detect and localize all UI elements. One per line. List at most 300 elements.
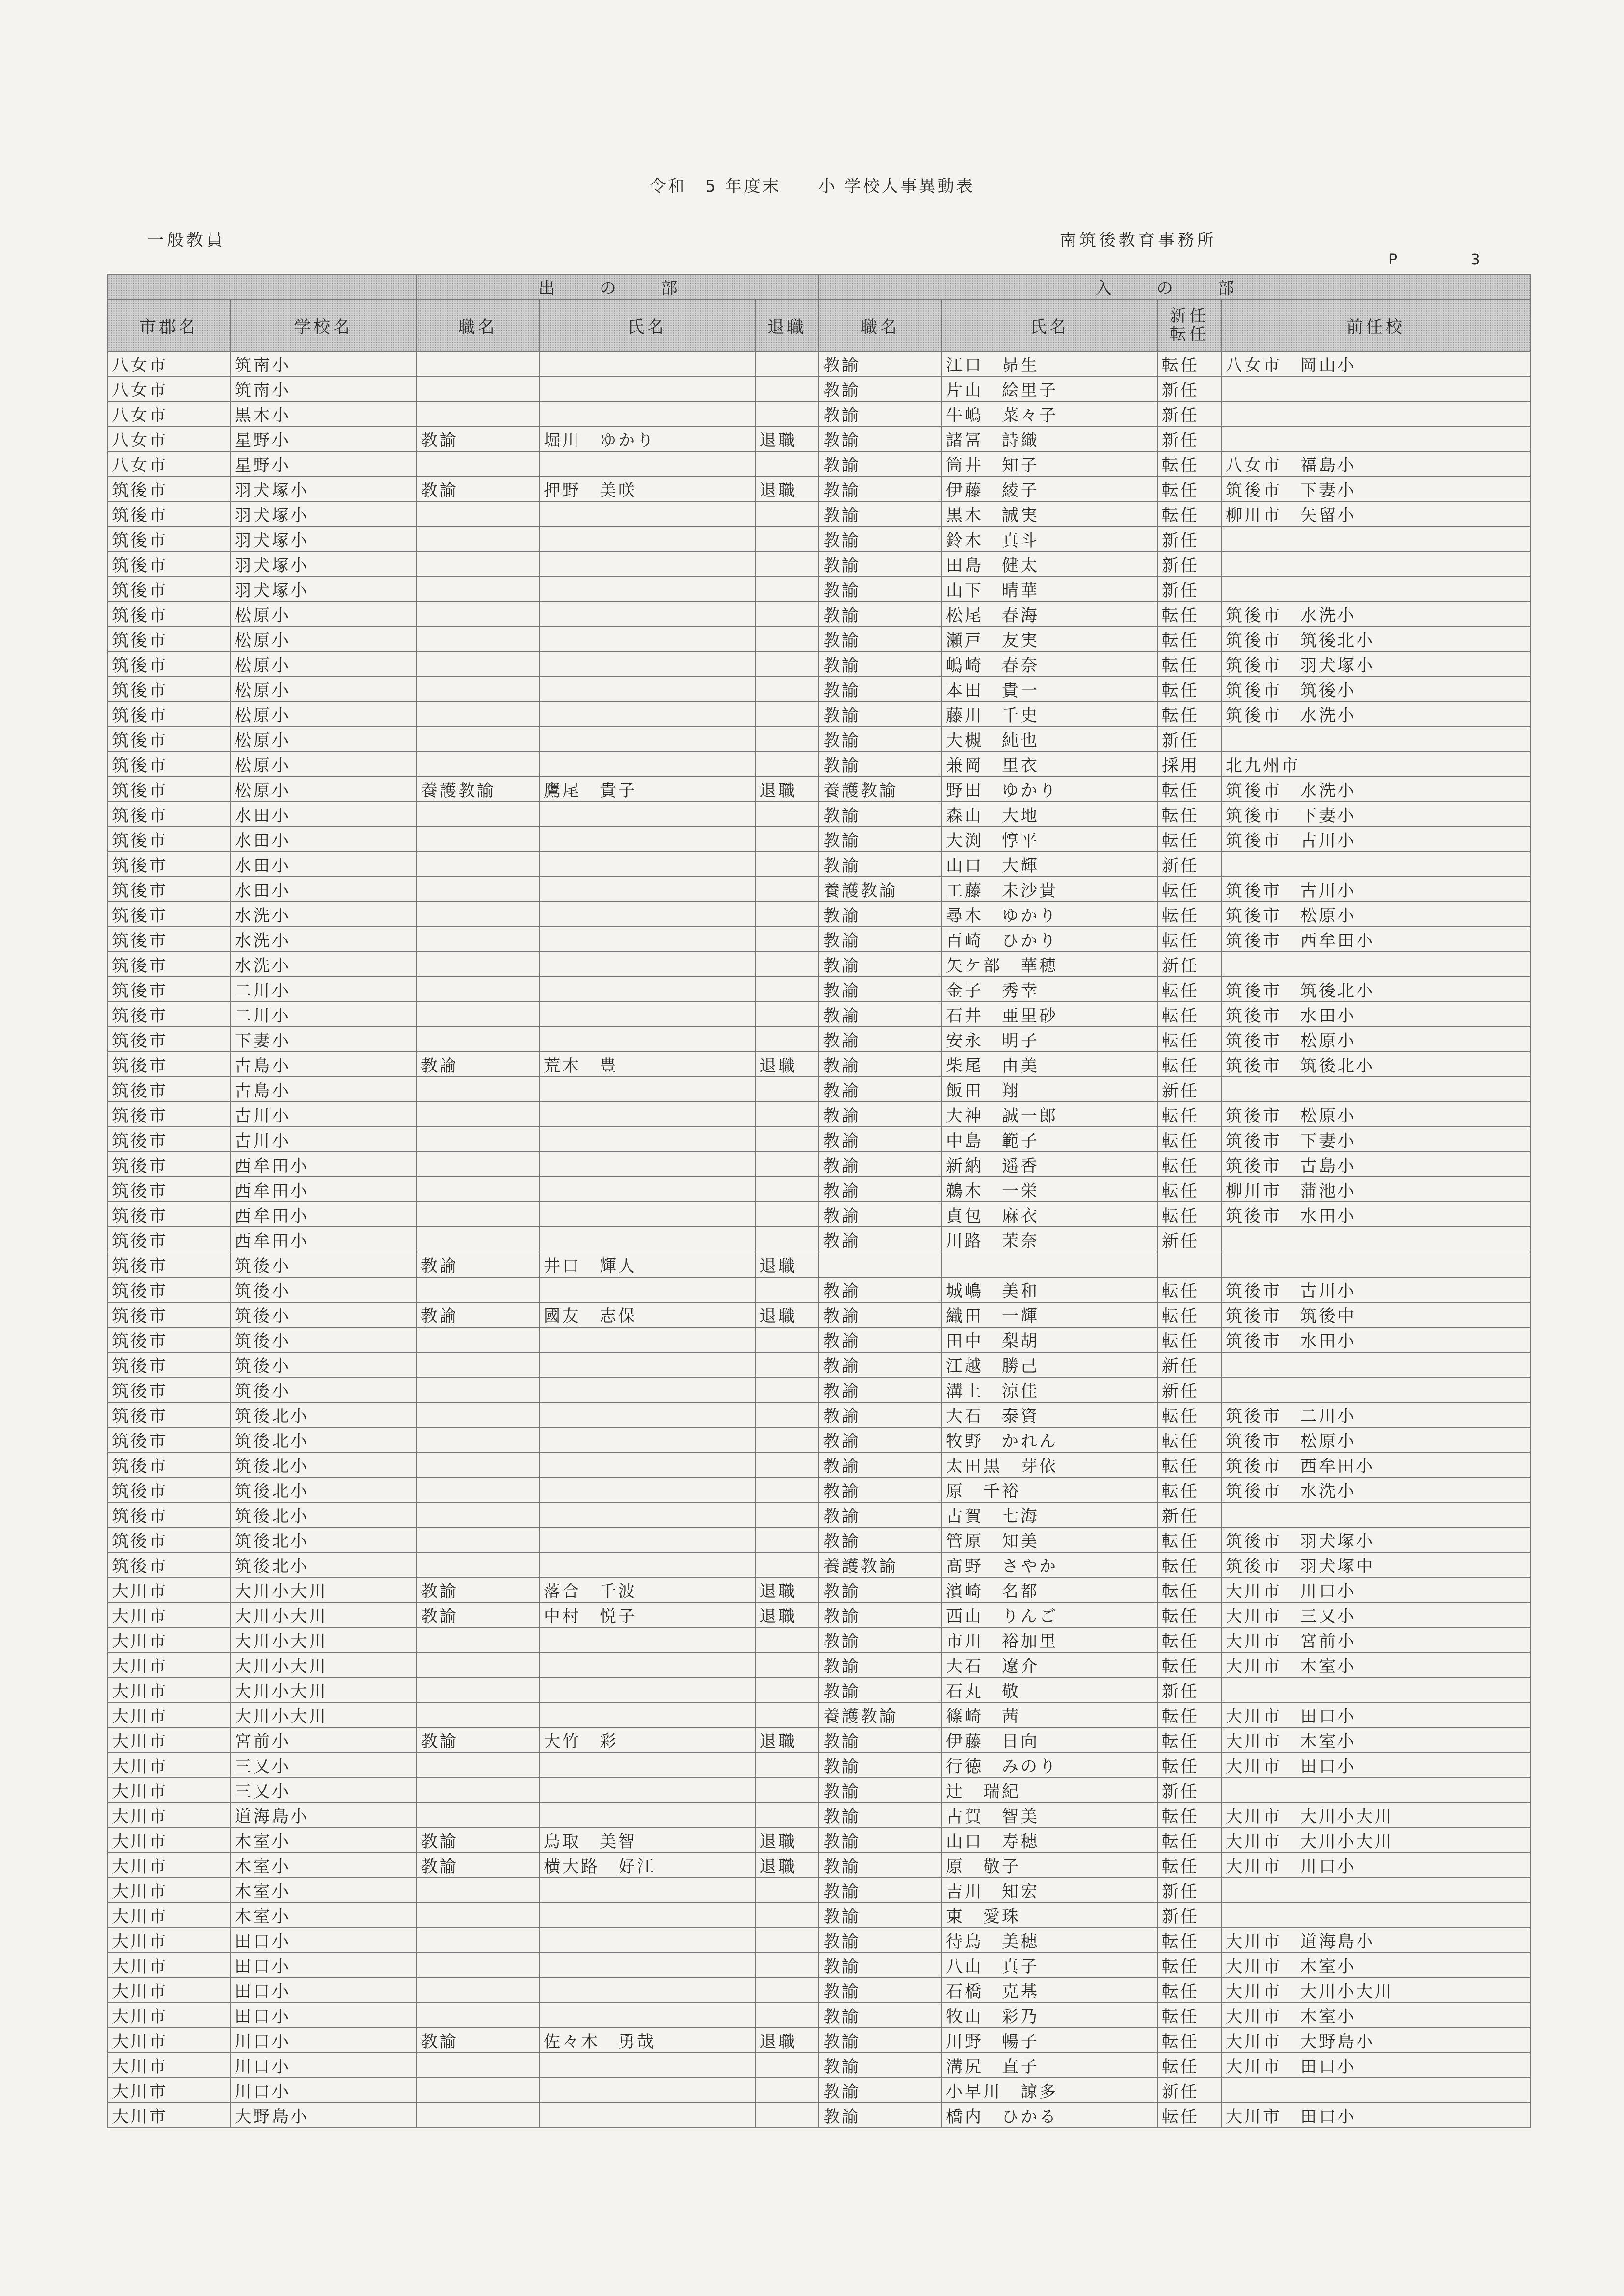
cell-prev-school bbox=[1221, 551, 1530, 576]
cell-school: 西牟田小 bbox=[230, 1202, 417, 1227]
cell-in-name: 大渕 惇平 bbox=[942, 827, 1157, 852]
cell-in-post: 教諭 bbox=[819, 1052, 942, 1077]
cell-retire: 退職 bbox=[755, 1052, 819, 1077]
cell-in-name: 原 千裕 bbox=[942, 1477, 1157, 1502]
col-out-post: 職名 bbox=[417, 299, 539, 351]
cell-out-post: 教諭 bbox=[417, 1577, 539, 1602]
cell-prev-school: 筑後市 水洗小 bbox=[1221, 777, 1530, 802]
cell-prev-school: 大川市 大野島小 bbox=[1221, 2028, 1530, 2053]
cell-out-post bbox=[417, 1802, 539, 1827]
cell-prev-school: 筑後市 西牟田小 bbox=[1221, 1452, 1530, 1477]
cell-out-name bbox=[539, 702, 755, 727]
cell-out-name: 落合 千波 bbox=[539, 1577, 755, 1602]
cell-out-name bbox=[539, 1127, 755, 1152]
cell-prev-school bbox=[1221, 426, 1530, 451]
cell-city: 大川市 bbox=[107, 1928, 230, 1953]
cell-out-post bbox=[417, 1227, 539, 1252]
cell-retire: 退職 bbox=[755, 1827, 819, 1852]
cell-status: 転任 bbox=[1157, 802, 1221, 827]
cell-in-post: 教諭 bbox=[819, 451, 942, 476]
cell-school: 松原小 bbox=[230, 727, 417, 752]
cell-city: 筑後市 bbox=[107, 1527, 230, 1552]
cell-city: 筑後市 bbox=[107, 1302, 230, 1327]
cell-in-name: 本田 貴一 bbox=[942, 677, 1157, 702]
cell-out-name bbox=[539, 1978, 755, 2003]
cell-retire bbox=[755, 1978, 819, 2003]
cell-city: 八女市 bbox=[107, 401, 230, 426]
table-row bbox=[107, 501, 1530, 526]
cell-in-post: 教諭 bbox=[819, 1302, 942, 1327]
cell-in-name: 管原 知美 bbox=[942, 1527, 1157, 1552]
cell-in-post: 教諭 bbox=[819, 1077, 942, 1102]
cell-city: 筑後市 bbox=[107, 827, 230, 852]
cell-status: 新任 bbox=[1157, 727, 1221, 752]
cell-prev-school: 大川市 木室小 bbox=[1221, 1953, 1530, 1978]
cell-city: 筑後市 bbox=[107, 877, 230, 902]
cell-prev-school bbox=[1221, 526, 1530, 551]
cell-retire bbox=[755, 902, 819, 927]
cell-out-name bbox=[539, 1277, 755, 1302]
cell-status: 転任 bbox=[1157, 902, 1221, 927]
table-row bbox=[107, 1002, 1530, 1027]
cell-prev-school: 大川市 大川小大川 bbox=[1221, 1802, 1530, 1827]
cell-in-post: 教諭 bbox=[819, 601, 942, 626]
table-row bbox=[107, 451, 1530, 476]
cell-in-name: 工藤 未沙貴 bbox=[942, 877, 1157, 902]
cell-retire bbox=[755, 1652, 819, 1677]
cell-city: 大川市 bbox=[107, 1827, 230, 1852]
cell-prev-school: 大川市 三又小 bbox=[1221, 1602, 1530, 1627]
cell-school: 筑後小 bbox=[230, 1277, 417, 1302]
cell-out-post bbox=[417, 376, 539, 401]
cell-in-name: 飯田 翔 bbox=[942, 1077, 1157, 1102]
table-row bbox=[107, 902, 1530, 927]
cell-retire bbox=[755, 601, 819, 626]
cell-status: 転任 bbox=[1157, 877, 1221, 902]
cell-school: 大川小大川 bbox=[230, 1602, 417, 1627]
cell-prev-school bbox=[1221, 952, 1530, 977]
cell-retire bbox=[755, 752, 819, 777]
table-row bbox=[107, 727, 1530, 752]
table-row bbox=[107, 777, 1530, 802]
cell-retire bbox=[755, 1327, 819, 1352]
cell-prev-school: 筑後市 筑後小 bbox=[1221, 677, 1530, 702]
table-row bbox=[107, 1302, 1530, 1327]
cell-retire bbox=[755, 952, 819, 977]
table-row bbox=[107, 1702, 1530, 1727]
cell-prev-school bbox=[1221, 1677, 1530, 1702]
group-blank bbox=[107, 274, 417, 299]
cell-status: 転任 bbox=[1157, 977, 1221, 1002]
cell-school: 羽犬塚小 bbox=[230, 576, 417, 601]
cell-in-name: 山口 寿穂 bbox=[942, 1827, 1157, 1852]
cell-in-name: 西山 りんご bbox=[942, 1602, 1157, 1627]
cell-in-post: 教諭 bbox=[819, 1177, 942, 1202]
cell-in-post: 養護教諭 bbox=[819, 877, 942, 902]
cell-prev-school: 筑後市 水洗小 bbox=[1221, 601, 1530, 626]
cell-in-post: 教諭 bbox=[819, 501, 942, 526]
cell-prev-school: 筑後市 古川小 bbox=[1221, 827, 1530, 852]
table-row bbox=[107, 1527, 1530, 1552]
table-row bbox=[107, 551, 1530, 576]
cell-city: 筑後市 bbox=[107, 1152, 230, 1177]
cell-out-name bbox=[539, 1802, 755, 1827]
cell-in-name: 瀬戸 友実 bbox=[942, 626, 1157, 652]
cell-school: 星野小 bbox=[230, 451, 417, 476]
cell-out-post bbox=[417, 1027, 539, 1052]
cell-in-post: 教諭 bbox=[819, 1903, 942, 1928]
cell-in-name: 辻 瑞紀 bbox=[942, 1777, 1157, 1802]
table-row bbox=[107, 1152, 1530, 1177]
cell-in-name: 東 愛珠 bbox=[942, 1903, 1157, 1928]
cell-status: 転任 bbox=[1157, 2003, 1221, 2028]
cell-status: 新任 bbox=[1157, 401, 1221, 426]
col-prev-school: 前任校 bbox=[1221, 299, 1530, 351]
cell-city: 筑後市 bbox=[107, 1477, 230, 1502]
cell-city: 大川市 bbox=[107, 1677, 230, 1702]
cell-out-name: 荒木 豊 bbox=[539, 1052, 755, 1077]
cell-school: 下妻小 bbox=[230, 1027, 417, 1052]
cell-in-name: 行徳 みのり bbox=[942, 1752, 1157, 1777]
cell-retire bbox=[755, 576, 819, 601]
page-title: 令和 5 年度末 小 学校人事異動表 bbox=[649, 177, 975, 196]
cell-out-name bbox=[539, 1227, 755, 1252]
cell-out-post bbox=[417, 1978, 539, 2003]
cell-in-name: 森山 大地 bbox=[942, 802, 1157, 827]
cell-status: 新任 bbox=[1157, 1352, 1221, 1377]
cell-in-name: 新納 遥香 bbox=[942, 1152, 1157, 1177]
cell-city: 筑後市 bbox=[107, 1402, 230, 1427]
cell-in-name: 鵜木 一栄 bbox=[942, 1177, 1157, 1202]
table-row bbox=[107, 827, 1530, 852]
cell-in-name: 牛嶋 菜々子 bbox=[942, 401, 1157, 426]
cell-out-name: 堀川 ゆかり bbox=[539, 426, 755, 451]
cell-in-post: 教諭 bbox=[819, 827, 942, 852]
cell-school: 水洗小 bbox=[230, 902, 417, 927]
cell-city: 大川市 bbox=[107, 1978, 230, 2003]
cell-out-name bbox=[539, 1652, 755, 1677]
cell-in-post: 教諭 bbox=[819, 351, 942, 376]
cell-in-name: 鈴木 真斗 bbox=[942, 526, 1157, 551]
cell-out-post bbox=[417, 1702, 539, 1727]
cell-status: 転任 bbox=[1157, 1027, 1221, 1052]
cell-city: 筑後市 bbox=[107, 977, 230, 1002]
cell-out-post bbox=[417, 1377, 539, 1402]
cell-prev-school: 八女市 岡山小 bbox=[1221, 351, 1530, 376]
cell-school: 水田小 bbox=[230, 827, 417, 852]
cell-school: 三又小 bbox=[230, 1777, 417, 1802]
table-row bbox=[107, 1878, 1530, 1903]
cell-in-post: 教諭 bbox=[819, 1352, 942, 1377]
cell-status: 転任 bbox=[1157, 1402, 1221, 1427]
cell-school: 水田小 bbox=[230, 852, 417, 877]
cell-prev-school: 筑後市 下妻小 bbox=[1221, 476, 1530, 501]
cell-in-name: 兼岡 里衣 bbox=[942, 752, 1157, 777]
cell-out-post bbox=[417, 652, 539, 677]
cell-city: 八女市 bbox=[107, 376, 230, 401]
cell-in-name: 八山 真子 bbox=[942, 1953, 1157, 1978]
group-out: 出 の 部 bbox=[417, 274, 819, 299]
cell-out-post bbox=[417, 677, 539, 702]
cell-retire bbox=[755, 802, 819, 827]
table-row bbox=[107, 401, 1530, 426]
cell-out-post bbox=[417, 1752, 539, 1777]
cell-retire bbox=[755, 1077, 819, 1102]
table-row bbox=[107, 652, 1530, 677]
cell-retire bbox=[755, 1953, 819, 1978]
cell-prev-school bbox=[1221, 852, 1530, 877]
cell-in-name: 中島 範子 bbox=[942, 1127, 1157, 1152]
cell-out-post bbox=[417, 1002, 539, 1027]
cell-in-name: 野田 ゆかり bbox=[942, 777, 1157, 802]
cell-out-name: 國友 志保 bbox=[539, 1302, 755, 1327]
cell-in-post: 教諭 bbox=[819, 977, 942, 1002]
cell-city: 筑後市 bbox=[107, 1002, 230, 1027]
cell-retire bbox=[755, 1027, 819, 1052]
cell-out-post bbox=[417, 1177, 539, 1202]
cell-city: 筑後市 bbox=[107, 1127, 230, 1152]
cell-status: 新任 bbox=[1157, 526, 1221, 551]
cell-status: 転任 bbox=[1157, 2103, 1221, 2128]
cell-retire bbox=[755, 852, 819, 877]
cell-retire bbox=[755, 1002, 819, 1027]
table-row bbox=[107, 1127, 1530, 1152]
cell-status bbox=[1157, 1252, 1221, 1277]
cell-in-post: 教諭 bbox=[819, 1527, 942, 1552]
cell-out-post: 教諭 bbox=[417, 476, 539, 501]
cell-city: 筑後市 bbox=[107, 476, 230, 501]
cell-in-post: 教諭 bbox=[819, 1878, 942, 1903]
cell-city: 筑後市 bbox=[107, 526, 230, 551]
cell-out-post: 教諭 bbox=[417, 1852, 539, 1878]
cell-prev-school: 大川市 道海島小 bbox=[1221, 1928, 1530, 1953]
cell-in-post: 教諭 bbox=[819, 1577, 942, 1602]
cell-school: 古川小 bbox=[230, 1102, 417, 1127]
cell-in-post: 教諭 bbox=[819, 1152, 942, 1177]
cell-out-name bbox=[539, 1402, 755, 1427]
cell-prev-school: 筑後市 古川小 bbox=[1221, 1277, 1530, 1302]
cell-out-name bbox=[539, 752, 755, 777]
cell-in-name: 待鳥 美穂 bbox=[942, 1928, 1157, 1953]
cell-out-name bbox=[539, 1552, 755, 1577]
cell-out-post bbox=[417, 1878, 539, 1903]
cell-out-post bbox=[417, 1652, 539, 1677]
cell-retire bbox=[755, 1102, 819, 1127]
cell-in-name: 藤川 千史 bbox=[942, 702, 1157, 727]
transfer-table bbox=[107, 274, 1531, 2128]
cell-retire bbox=[755, 702, 819, 727]
cell-retire bbox=[755, 551, 819, 576]
cell-school: 松原小 bbox=[230, 702, 417, 727]
cell-school: 古島小 bbox=[230, 1077, 417, 1102]
cell-retire bbox=[755, 1402, 819, 1427]
cell-out-name bbox=[539, 827, 755, 852]
cell-status: 新任 bbox=[1157, 426, 1221, 451]
cell-out-post bbox=[417, 1552, 539, 1577]
cell-school: 筑後小 bbox=[230, 1327, 417, 1352]
cell-status: 新任 bbox=[1157, 1227, 1221, 1252]
table-row bbox=[107, 576, 1530, 601]
cell-retire bbox=[755, 1702, 819, 1727]
cell-status: 転任 bbox=[1157, 351, 1221, 376]
table-row bbox=[107, 1052, 1530, 1077]
cell-status: 転任 bbox=[1157, 1277, 1221, 1302]
cell-status: 新任 bbox=[1157, 952, 1221, 977]
cell-in-post: 教諭 bbox=[819, 551, 942, 576]
cell-out-post: 教諭 bbox=[417, 1827, 539, 1852]
cell-prev-school: 筑後市 水田小 bbox=[1221, 1002, 1530, 1027]
cell-city: 八女市 bbox=[107, 351, 230, 376]
cell-status: 新任 bbox=[1157, 1677, 1221, 1702]
cell-city: 筑後市 bbox=[107, 1027, 230, 1052]
cell-in-post: 教諭 bbox=[819, 2078, 942, 2103]
cell-school: 木室小 bbox=[230, 1852, 417, 1878]
cell-city: 筑後市 bbox=[107, 551, 230, 576]
cell-city: 筑後市 bbox=[107, 752, 230, 777]
cell-retire bbox=[755, 2103, 819, 2128]
cell-out-name bbox=[539, 351, 755, 376]
cell-out-post bbox=[417, 1202, 539, 1227]
cell-out-post bbox=[417, 1352, 539, 1377]
cell-in-name: 織田 一輝 bbox=[942, 1302, 1157, 1327]
cell-status: 転任 bbox=[1157, 1327, 1221, 1352]
cell-status: 新任 bbox=[1157, 1377, 1221, 1402]
cell-prev-school bbox=[1221, 1502, 1530, 1527]
table-row bbox=[107, 626, 1530, 652]
table-row bbox=[107, 802, 1530, 827]
table-row bbox=[107, 351, 1530, 376]
cell-in-name: 吉川 知宏 bbox=[942, 1878, 1157, 1903]
cell-out-post bbox=[417, 802, 539, 827]
cell-prev-school bbox=[1221, 2078, 1530, 2103]
cell-city: 筑後市 bbox=[107, 601, 230, 626]
cell-retire: 退職 bbox=[755, 1577, 819, 1602]
cell-city: 大川市 bbox=[107, 1903, 230, 1928]
cell-retire bbox=[755, 1377, 819, 1402]
cell-in-name: 江越 勝己 bbox=[942, 1352, 1157, 1377]
cell-status: 新任 bbox=[1157, 1077, 1221, 1102]
cell-city: 筑後市 bbox=[107, 1552, 230, 1577]
cell-in-name: 石丸 敬 bbox=[942, 1677, 1157, 1702]
cell-in-post: 教諭 bbox=[819, 952, 942, 977]
cell-in-post: 教諭 bbox=[819, 401, 942, 426]
cell-school: 筑後小 bbox=[230, 1377, 417, 1402]
cell-city: 筑後市 bbox=[107, 626, 230, 652]
cell-out-post bbox=[417, 1277, 539, 1302]
cell-prev-school: 大川市 木室小 bbox=[1221, 1727, 1530, 1752]
cell-out-post bbox=[417, 351, 539, 376]
cell-in-name: 田島 健太 bbox=[942, 551, 1157, 576]
cell-school: 木室小 bbox=[230, 1903, 417, 1928]
cell-status: 転任 bbox=[1157, 1127, 1221, 1152]
cell-status: 転任 bbox=[1157, 601, 1221, 626]
cell-out-name bbox=[539, 1878, 755, 1903]
col-city: 市郡名 bbox=[107, 299, 230, 351]
cell-prev-school bbox=[1221, 1227, 1530, 1252]
page-number: P 3 bbox=[1388, 251, 1515, 268]
cell-out-name: 押野 美咲 bbox=[539, 476, 755, 501]
cell-school: 道海島小 bbox=[230, 1802, 417, 1827]
cell-in-post: 教諭 bbox=[819, 426, 942, 451]
cell-prev-school: 大川市 宮前小 bbox=[1221, 1627, 1530, 1652]
cell-out-name bbox=[539, 1327, 755, 1352]
cell-prev-school: 大川市 川口小 bbox=[1221, 1577, 1530, 1602]
cell-city: 大川市 bbox=[107, 1627, 230, 1652]
cell-city: 筑後市 bbox=[107, 1277, 230, 1302]
cell-retire bbox=[755, 1777, 819, 1802]
cell-out-post bbox=[417, 2053, 539, 2078]
cell-retire bbox=[755, 1802, 819, 1827]
cell-out-name bbox=[539, 1352, 755, 1377]
cell-school: 松原小 bbox=[230, 652, 417, 677]
cell-out-name bbox=[539, 1027, 755, 1052]
cell-city: 筑後市 bbox=[107, 1352, 230, 1377]
cell-prev-school: 大川市 川口小 bbox=[1221, 1852, 1530, 1878]
cell-in-post: 教諭 bbox=[819, 752, 942, 777]
cell-city: 筑後市 bbox=[107, 1102, 230, 1127]
cell-in-post: 教諭 bbox=[819, 1677, 942, 1702]
cell-school: 筑南小 bbox=[230, 351, 417, 376]
cell-school: 水洗小 bbox=[230, 952, 417, 977]
cell-in-post: 教諭 bbox=[819, 2028, 942, 2053]
cell-school: 筑後北小 bbox=[230, 1427, 417, 1452]
cell-city: 筑後市 bbox=[107, 1077, 230, 1102]
cell-city: 筑後市 bbox=[107, 952, 230, 977]
cell-in-post: 教諭 bbox=[819, 1027, 942, 1052]
table-row bbox=[107, 2053, 1530, 2078]
cell-status: 転任 bbox=[1157, 1953, 1221, 1978]
cell-in-post: 教諭 bbox=[819, 802, 942, 827]
cell-prev-school: 筑後市 筑後北小 bbox=[1221, 977, 1530, 1002]
cell-status: 転任 bbox=[1157, 1852, 1221, 1878]
cell-out-name: 横大路 好江 bbox=[539, 1852, 755, 1878]
cell-out-name bbox=[539, 1002, 755, 1027]
cell-in-name: 橋内 ひかる bbox=[942, 2103, 1157, 2128]
cell-in-name: 矢ケ部 華穂 bbox=[942, 952, 1157, 977]
cell-in-name: 嶋崎 春奈 bbox=[942, 652, 1157, 677]
cell-school: 筑後北小 bbox=[230, 1527, 417, 1552]
cell-out-name bbox=[539, 852, 755, 877]
col-out-name: 氏名 bbox=[539, 299, 755, 351]
table-row bbox=[107, 1027, 1530, 1052]
table-row bbox=[107, 1677, 1530, 1702]
cell-school: 大川小大川 bbox=[230, 1577, 417, 1602]
cell-status: 転任 bbox=[1157, 1802, 1221, 1827]
table-row bbox=[107, 1452, 1530, 1477]
cell-retire bbox=[755, 1277, 819, 1302]
cell-prev-school: 筑後市 水田小 bbox=[1221, 1202, 1530, 1227]
cell-city: 大川市 bbox=[107, 1652, 230, 1677]
cell-school: 筑後小 bbox=[230, 1252, 417, 1277]
cell-out-post bbox=[417, 1102, 539, 1127]
col-in-post: 職名 bbox=[819, 299, 942, 351]
cell-city: 大川市 bbox=[107, 2103, 230, 2128]
cell-prev-school bbox=[1221, 1352, 1530, 1377]
cell-prev-school bbox=[1221, 1777, 1530, 1802]
cell-out-name: 鷹尾 貴子 bbox=[539, 777, 755, 802]
cell-prev-school bbox=[1221, 401, 1530, 426]
cell-city: 大川市 bbox=[107, 1702, 230, 1727]
cell-school: 星野小 bbox=[230, 426, 417, 451]
cell-out-post bbox=[417, 1327, 539, 1352]
cell-in-post: 教諭 bbox=[819, 1852, 942, 1878]
cell-prev-school bbox=[1221, 376, 1530, 401]
cell-prev-school bbox=[1221, 576, 1530, 601]
cell-out-name: 鳥取 美智 bbox=[539, 1827, 755, 1852]
cell-school: 松原小 bbox=[230, 601, 417, 626]
cell-in-name: 川野 暢子 bbox=[942, 2028, 1157, 2053]
cell-school: 筑後北小 bbox=[230, 1552, 417, 1577]
